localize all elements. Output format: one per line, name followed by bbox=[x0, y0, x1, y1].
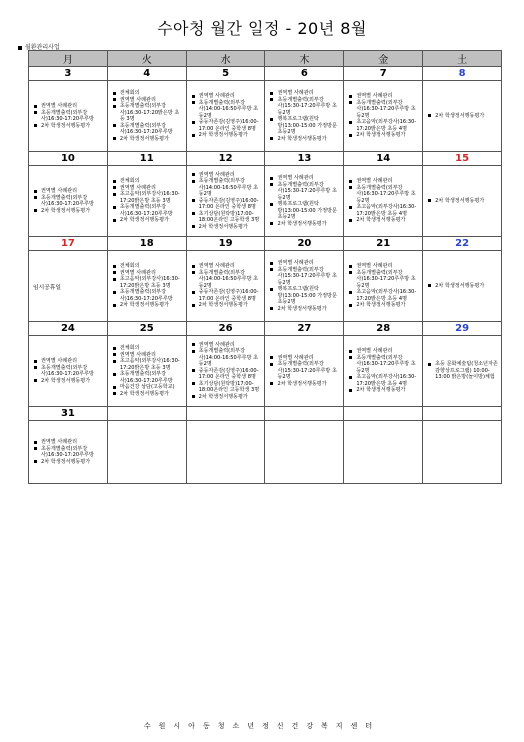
footer-org-name: 수원시아동청소년정신건강복지센터 bbox=[143, 722, 381, 730]
date-number: 3 bbox=[29, 67, 108, 81]
event-list bbox=[265, 175, 343, 227]
event-item: 초등개별출력(외부강사)14:00-16:50루루방 초등2명 bbox=[192, 348, 263, 368]
event-list bbox=[187, 93, 265, 139]
day-cell bbox=[423, 251, 502, 322]
event-item: 초등개별출력(외부강사)16:30-17:20밝은방 초등 3명 bbox=[113, 103, 184, 123]
event-item: 초고음악(외부강사)16:30-17:20밝은방 초등 4명 bbox=[349, 289, 420, 302]
event-list bbox=[423, 113, 501, 120]
events-row bbox=[29, 251, 502, 322]
date-number: 14 bbox=[344, 152, 423, 166]
day-cell bbox=[29, 251, 108, 322]
event-item: 2차 학생정서행동평가 bbox=[428, 283, 499, 290]
event-item: 초등개별출력(외부강사)16:30-17:20루루방 bbox=[34, 446, 105, 459]
event-list bbox=[423, 361, 501, 381]
event-item: 2차 학생정서행동평가 bbox=[113, 302, 184, 309]
event-list bbox=[108, 90, 186, 142]
event-list bbox=[29, 439, 107, 465]
event-item: 권역별 사례관리 bbox=[349, 93, 420, 100]
day-cell bbox=[29, 166, 108, 237]
events-row bbox=[29, 81, 502, 152]
weekday-header: 金 bbox=[344, 51, 423, 67]
day-cell bbox=[265, 166, 344, 237]
event-item: 초등개별출력(외부강사)16:30-17:20루루방 초등2명 bbox=[349, 355, 420, 375]
event-item: 권역별 사례관리 bbox=[270, 175, 341, 182]
event-item: 전체회의 bbox=[113, 345, 184, 352]
section-label-text: 월환관리사업 bbox=[25, 44, 60, 51]
event-list bbox=[265, 355, 343, 388]
event-item: 전체회의 bbox=[113, 90, 184, 97]
event-item: 초고음악(외부강사)16:30-17:20밝은방 초등 3명 bbox=[113, 191, 184, 204]
day-cell bbox=[107, 166, 186, 237]
date-number: 13 bbox=[265, 152, 344, 166]
date-number: 26 bbox=[186, 322, 265, 336]
day-cell bbox=[423, 166, 502, 237]
day-cell bbox=[423, 421, 502, 484]
event-item: 초고음악(외부강사)16:30-17:20밝은방 초등 4명 bbox=[349, 204, 420, 217]
day-cell bbox=[186, 421, 265, 484]
day-cell bbox=[423, 336, 502, 407]
events-row bbox=[29, 336, 502, 407]
date-number: 18 bbox=[107, 237, 186, 251]
event-item: 권역별 사례관리 bbox=[34, 188, 105, 195]
day-cell bbox=[107, 81, 186, 152]
event-item: 초등개별출력(외부강사)16:30-17:20루루방 초등2명 bbox=[349, 100, 420, 120]
event-item: 초등개별출력(외부강사)16:30-17:20루루방 bbox=[34, 110, 105, 123]
event-item: 초고음악(외부강사)16:30-17:20밝은방 초등 3명 bbox=[113, 276, 184, 289]
event-item: 2차 학생정서행동평가 bbox=[349, 132, 420, 139]
holiday-label: 임시공휴일 bbox=[33, 284, 61, 291]
event-item: 행복프로그램(원탁방)13:00-15:00 가정방문 초등2명 bbox=[270, 116, 341, 136]
event-item: 초등개별출력(외부강사)16:30-17:20루루방 초등2명 bbox=[349, 185, 420, 205]
date-row bbox=[29, 237, 502, 251]
date-number: 4 bbox=[107, 67, 186, 81]
date-number: 25 bbox=[107, 322, 186, 336]
event-item: 권역별 사례관리 bbox=[34, 358, 105, 365]
date-number: 7 bbox=[344, 67, 423, 81]
event-list bbox=[108, 178, 186, 224]
event-item: 2차 학생정서행동평가 bbox=[270, 221, 341, 228]
date-number bbox=[107, 407, 186, 421]
date-number: 15 bbox=[423, 152, 502, 166]
event-item: 초등개별출력(외부강사)14:00-16:50루루방 초등2명 bbox=[192, 270, 263, 290]
event-item: 권역별 사례관리 bbox=[270, 355, 341, 362]
event-item: 행복프로그램(원탁방)13:00-15:00 가정방문 초등2명 bbox=[270, 201, 341, 221]
day-cell bbox=[344, 81, 423, 152]
event-item: 권역별 사례관리 bbox=[113, 97, 184, 104]
square-bullet-icon bbox=[18, 46, 22, 50]
event-item: 2차 학생정서행동평가 bbox=[113, 136, 184, 143]
day-cell bbox=[344, 336, 423, 407]
event-item: 전체회의 bbox=[113, 263, 184, 270]
event-item: 초고음악(외부강사)16:30-17:20밝은방 초등 3명 bbox=[113, 358, 184, 371]
day-cell bbox=[265, 421, 344, 484]
day-cell bbox=[186, 166, 265, 237]
events-row bbox=[29, 166, 502, 237]
event-list bbox=[108, 263, 186, 309]
event-list bbox=[265, 90, 343, 142]
date-number: 17 bbox=[29, 237, 108, 251]
day-cell bbox=[265, 251, 344, 322]
event-item: 2차 학생정서행동평가 bbox=[192, 302, 263, 309]
event-item: 초기상담(원탁방)17:00-18:00온라인 고등학생 3명 bbox=[192, 211, 263, 224]
event-item: 2차 학생정서행동평가 bbox=[270, 381, 341, 388]
day-cell bbox=[107, 336, 186, 407]
date-number bbox=[344, 407, 423, 421]
event-item: 중등자존감(김영주)16:00-17:00 온라인 중학생 8명 bbox=[192, 368, 263, 381]
event-item: 권역별 사례관리 bbox=[192, 172, 263, 179]
event-item: 초등 문화예술팀(청소년자존감향상프로그램) 10:00-13:00 밝은방(놀이방)체험 bbox=[428, 361, 499, 381]
event-item: 2차 학생정서행동평가 bbox=[113, 391, 184, 398]
date-number: 11 bbox=[107, 152, 186, 166]
event-item: 초등개별출력(외부강사)14:00-16:50루루방 초등2명 bbox=[192, 100, 263, 120]
event-list bbox=[344, 348, 422, 394]
date-number: 6 bbox=[265, 67, 344, 81]
event-item: 초등개별출력(외부강사)16:30-17:20루루방 bbox=[113, 204, 184, 217]
event-item: 권역별 사례관리 bbox=[192, 93, 263, 100]
event-item: 2차 학생정서행동평가 bbox=[192, 394, 263, 401]
event-item: 2차 학생정서행동평가 bbox=[34, 378, 105, 385]
event-list bbox=[423, 198, 501, 205]
day-cell bbox=[265, 81, 344, 152]
event-list bbox=[187, 172, 265, 231]
event-list bbox=[423, 283, 501, 290]
event-list bbox=[344, 263, 422, 309]
event-list bbox=[344, 93, 422, 139]
date-number: 19 bbox=[186, 237, 265, 251]
event-item: 초등개별출력(외부강사)15:30-17:20루루방 초등2명 bbox=[270, 361, 341, 381]
event-item: 2차 학생정서행동평가 bbox=[270, 136, 341, 143]
event-list bbox=[187, 263, 265, 309]
event-item: 초등개별출력(외부강사)16:30-17:20루루방 bbox=[113, 371, 184, 384]
day-cell bbox=[29, 81, 108, 152]
weekday-header: 水 bbox=[186, 51, 265, 67]
event-item: 중등자존감(김영주)16:00-17:00 온라인 중학생 8명 bbox=[192, 119, 263, 132]
event-item: 중등자존감(김영주)16:00-17:00 온라인 중학생 8명 bbox=[192, 289, 263, 302]
event-item: 2차 학생정서행동평가 bbox=[428, 113, 499, 120]
event-item: 초등개별출력(외부강사)15:30-17:20루루방 초등2명 bbox=[270, 267, 341, 287]
date-row bbox=[29, 322, 502, 336]
event-item: 초등개별출력(외부강사)14:00-16:50루루방 초등2명 bbox=[192, 178, 263, 198]
date-row bbox=[29, 152, 502, 166]
date-number: 21 bbox=[344, 237, 423, 251]
event-item: 권역별 사례관리 bbox=[113, 270, 184, 277]
event-item: 초고음악(외부강사)16:30-17:20밝은방 초등 4명 bbox=[349, 119, 420, 132]
day-cell bbox=[107, 421, 186, 484]
event-item: 초등개별출력(외부강사)15:30-17:20루루방 초등2명 bbox=[270, 182, 341, 202]
event-item: 권역별 사례관리 bbox=[349, 178, 420, 185]
event-item: 초등개별출력(외부강사)16:30-17:20루루방 bbox=[113, 123, 184, 136]
weekday-header: 土 bbox=[423, 51, 502, 67]
event-list bbox=[187, 342, 265, 401]
weekday-header: 木 bbox=[265, 51, 344, 67]
event-item: 권역별 사례관리 bbox=[270, 260, 341, 267]
day-cell bbox=[423, 81, 502, 152]
date-number: 24 bbox=[29, 322, 108, 336]
event-item: 초기상담(원탁방)17:00-18:00온라인 고등학생 3명 bbox=[192, 381, 263, 394]
day-cell bbox=[344, 421, 423, 484]
event-item: 초등개별출력(외부강사)15:30-17:20루루방 초등2명 bbox=[270, 97, 341, 117]
day-cell bbox=[265, 336, 344, 407]
event-item: 초등개별출력(외부강사)16:30-17:20루루방 bbox=[34, 365, 105, 378]
date-number: 22 bbox=[423, 237, 502, 251]
weekday-header: 火 bbox=[107, 51, 186, 67]
date-number bbox=[423, 407, 502, 421]
event-item: 2차 학생정서행동평가 bbox=[34, 459, 105, 466]
date-row bbox=[29, 407, 502, 421]
date-number: 12 bbox=[186, 152, 265, 166]
event-item: 중등자존감(김영주)16:00-17:00 온라인 중학생 8명 bbox=[192, 198, 263, 211]
event-list bbox=[108, 345, 186, 397]
weekday-header-row bbox=[29, 51, 502, 67]
events-row bbox=[29, 421, 502, 484]
date-number bbox=[186, 407, 265, 421]
event-item: 2차 학생정서행동평가 bbox=[113, 217, 184, 224]
event-item: 2차 학생정서행동평가 bbox=[349, 217, 420, 224]
event-list bbox=[29, 103, 107, 129]
page-title: 수아청 월간 일정 - 20년 8월 bbox=[157, 19, 367, 38]
event-item: 초등개별출력(외부강사)16:30-17:20루루방 초등2명 bbox=[349, 270, 420, 290]
date-number: 31 bbox=[29, 407, 108, 421]
event-item: 권역별 사례관리 bbox=[113, 185, 184, 192]
event-item: 2차 학생정서행동평가 bbox=[192, 224, 263, 231]
calendar-table bbox=[28, 50, 502, 484]
date-number: 20 bbox=[265, 237, 344, 251]
event-item: 초등개별출력(외부강사)16:30-17:20루루방 bbox=[113, 289, 184, 302]
date-number: 5 bbox=[186, 67, 265, 81]
event-list bbox=[29, 358, 107, 384]
date-row bbox=[29, 67, 502, 81]
event-item: 2차 학생정서행동평가 bbox=[270, 306, 341, 313]
event-item: 2차 학생정서행동평가 bbox=[192, 132, 263, 139]
day-cell bbox=[344, 166, 423, 237]
day-cell bbox=[186, 336, 265, 407]
event-item: 2차 학생정서행동평가 bbox=[349, 302, 420, 309]
weekday-header: 月 bbox=[29, 51, 108, 67]
event-list bbox=[29, 188, 107, 214]
event-item: 권역별 사례관리 bbox=[349, 263, 420, 270]
event-item: 권역별 사례관리 bbox=[192, 342, 263, 349]
event-item: 권역별 사례관리 bbox=[113, 352, 184, 359]
date-number: 29 bbox=[423, 322, 502, 336]
event-item: 2차 학생정서행동평가 bbox=[349, 387, 420, 394]
day-cell bbox=[29, 421, 108, 484]
date-number: 10 bbox=[29, 152, 108, 166]
date-number: 28 bbox=[344, 322, 423, 336]
event-list bbox=[265, 260, 343, 312]
day-cell bbox=[344, 251, 423, 322]
event-item: 행복프로그램(원탁방)13:00-15:00 가정방문 초등2명 bbox=[270, 286, 341, 306]
day-cell bbox=[107, 251, 186, 322]
event-item: 권역별 사례관리 bbox=[192, 263, 263, 270]
event-list bbox=[344, 178, 422, 224]
event-item: 권역별 사례관리 bbox=[34, 103, 105, 110]
date-number bbox=[265, 407, 344, 421]
day-cell bbox=[186, 251, 265, 322]
event-item: 권역별 사례관리 bbox=[34, 439, 105, 446]
day-cell bbox=[29, 336, 108, 407]
event-item: 2차 학생정서행동평가 bbox=[34, 208, 105, 215]
event-item: 전체회의 bbox=[113, 178, 184, 185]
date-number: 27 bbox=[265, 322, 344, 336]
event-item: 초등개별출력(외부강사)16:30-17:20루루방 bbox=[34, 195, 105, 208]
event-item: 권역별 사례관리 bbox=[349, 348, 420, 355]
event-item: 마음건강 상담(고등학교) bbox=[113, 384, 184, 391]
day-cell bbox=[186, 81, 265, 152]
event-item: 2차 학생정서행동평가 bbox=[34, 123, 105, 130]
event-item: 권역별 사례관리 bbox=[270, 90, 341, 97]
date-number: 8 bbox=[423, 67, 502, 81]
event-item: 초고음악(외부강사)16:30-17:20밝은방 초등 4명 bbox=[349, 374, 420, 387]
event-item: 2차 학생정서행동평가 bbox=[428, 198, 499, 205]
